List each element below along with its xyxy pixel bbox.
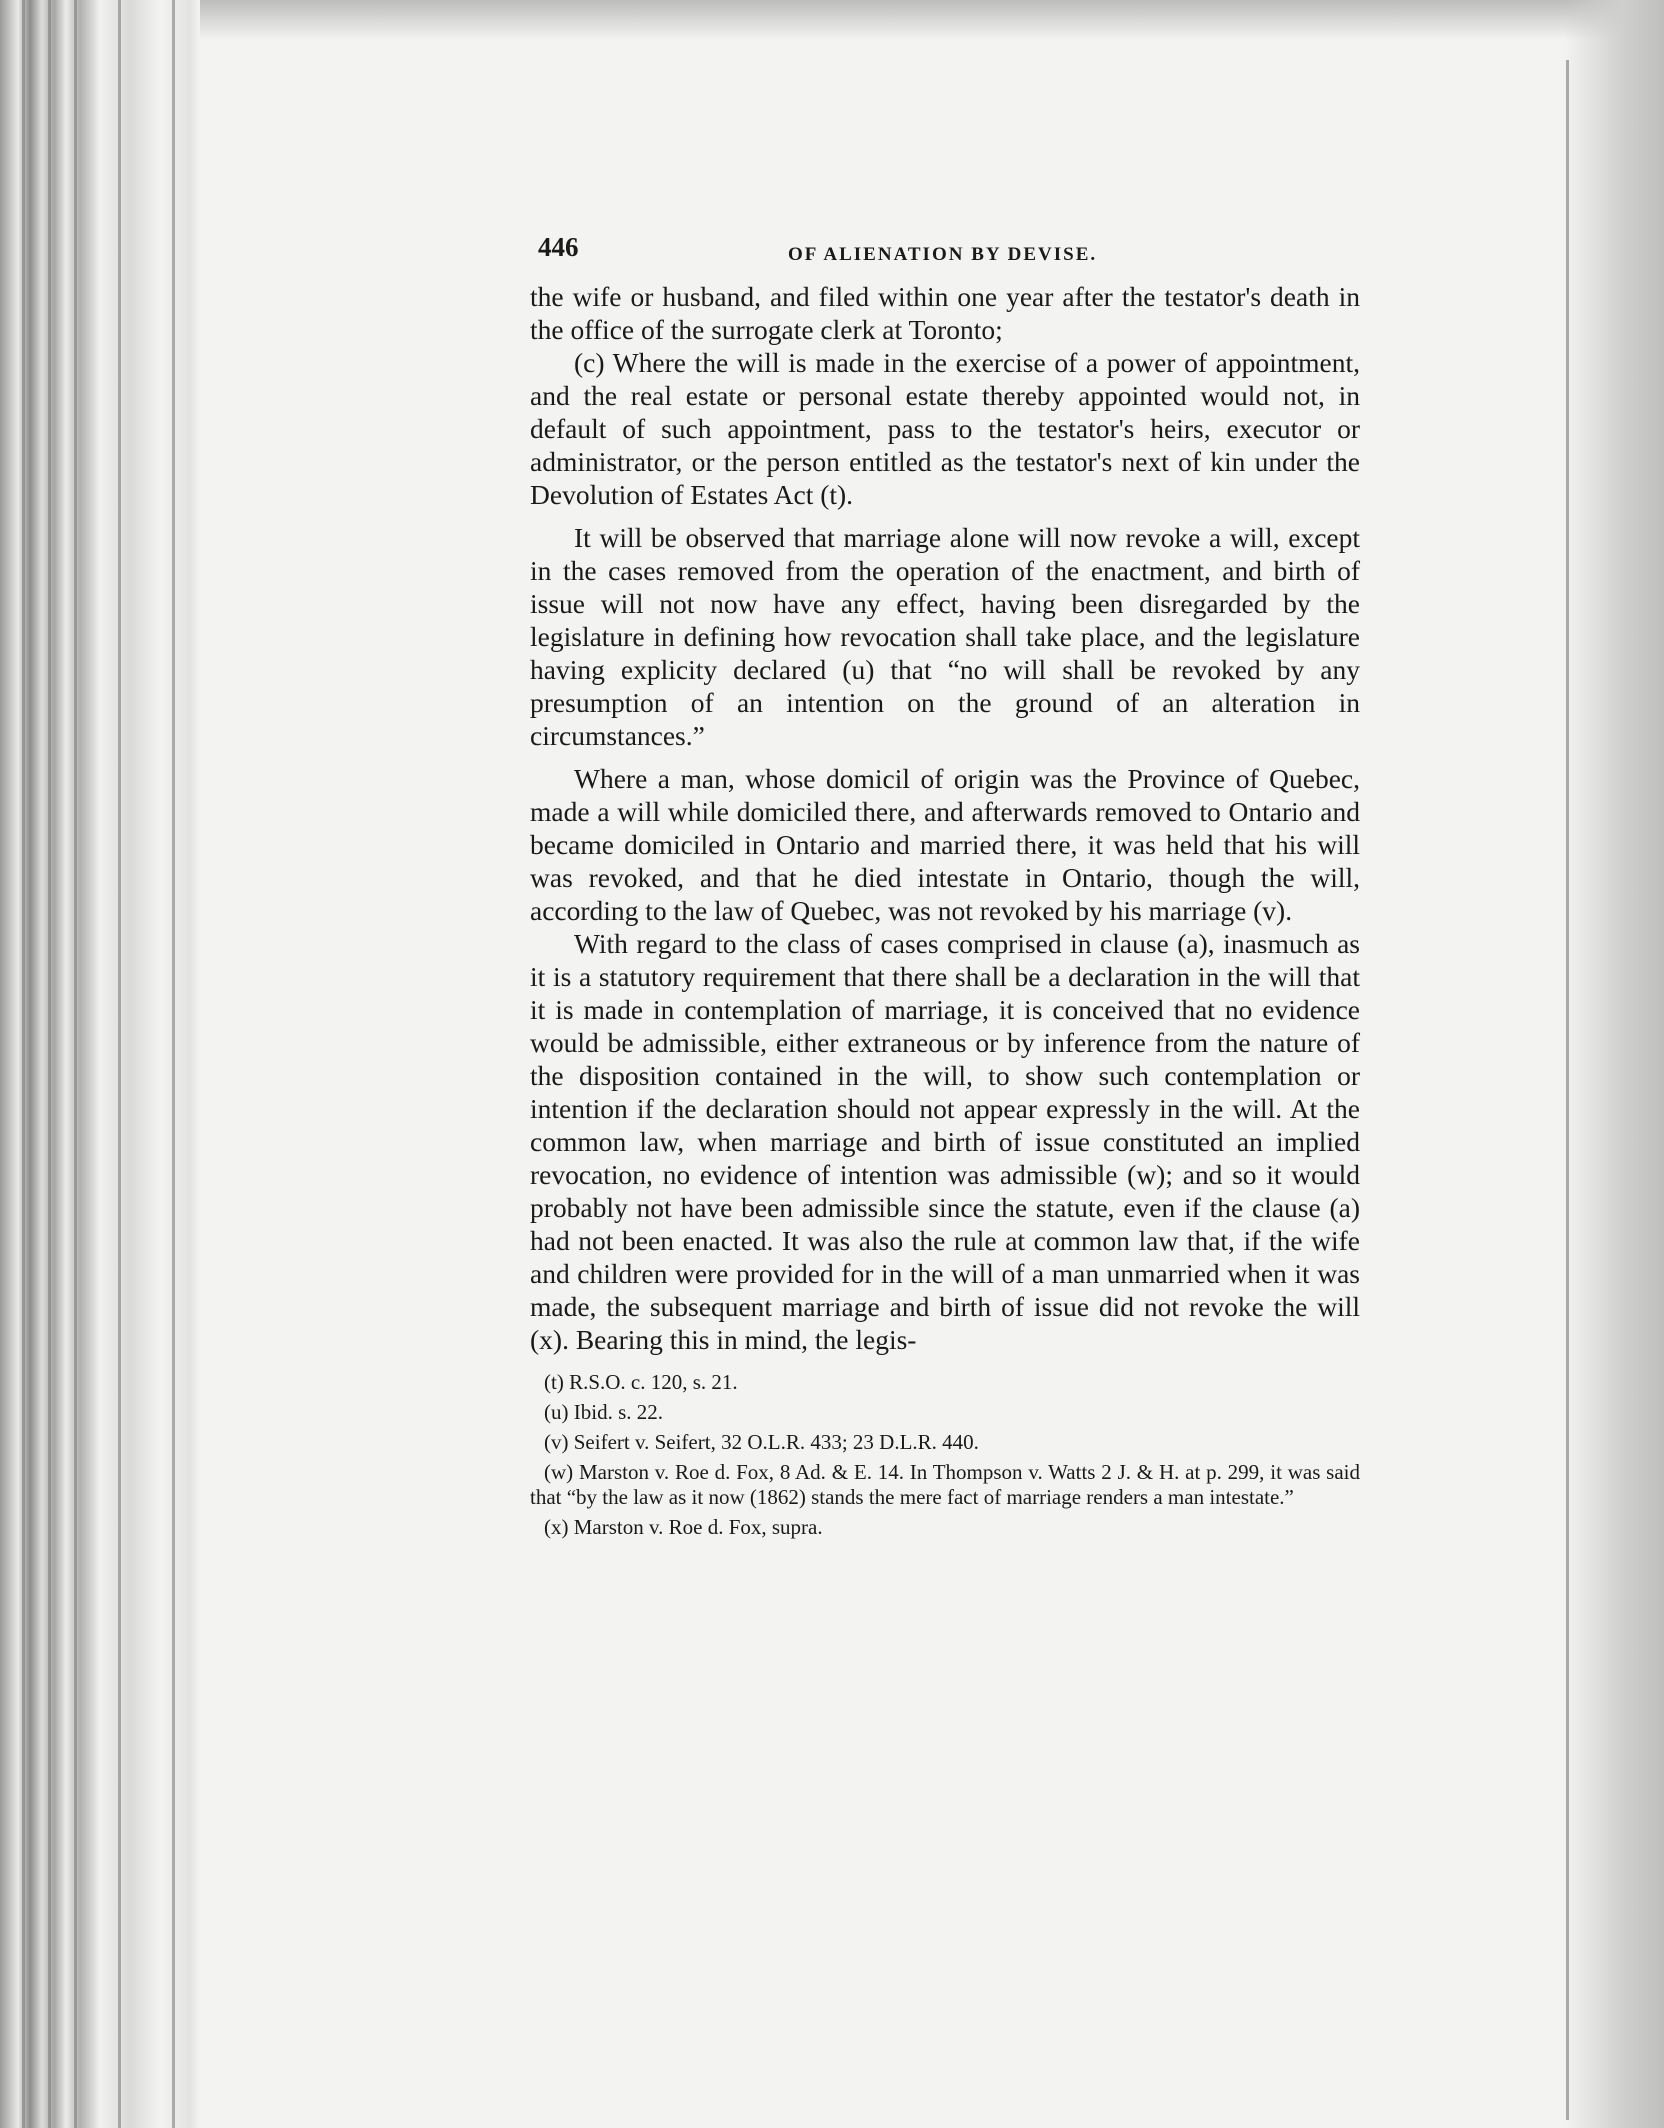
- footnote: (w) Marston v. Roe d. Fox, 8 Ad. & E. 14. In Thompson v. Watts 2 J. & H. at p. 299, it was said that “by the law as it now (1862) stands the mere fact of marriage renders a man intestate.”: [530, 1460, 1360, 1509]
- paragraph: Where a man, whose domicil of origin was the Province of Quebec, made a will while domiciled there, and afterwards removed to Ontario and became domiciled in Ontario and married there, it was held that his will was revoked, and that he died intestate in Ontario, though the will, according to the law of Quebec, was not revoked by his marriage (v).: [530, 763, 1360, 926]
- page-number: 446: [538, 232, 579, 262]
- footnotes: [530, 1370, 1360, 1540]
- paragraph: (c) Where the will is made in the exercise of a power of appointment, and the real estate or personal estate thereby appointed would not, in default of such appointment, pass to the testator's heirs, executor or administrator, or the person entitled as the testator's next of kin under the Devolution of Estates Act (t).: [530, 347, 1360, 510]
- book-page: [530, 232, 1360, 1540]
- running-head: [530, 232, 1360, 272]
- page-edge-line: [172, 0, 175, 2128]
- body-text: [530, 280, 1360, 1356]
- running-head-title: OF ALIENATION BY DEVISE.: [788, 244, 1098, 265]
- page-edge-line: [22, 0, 25, 2128]
- paragraph: It will be observed that marriage alone will now revoke a will, except in the cases removed from the operation of the enactment, and birth of issue will not now have any effect, having been disregarded by the legislature in defining how revocation shall take place, and the legislature having explicity declared (u) that “no will shall be revoked by any presumption of an intention on the ground of an alteration in circumstances.”: [530, 522, 1360, 751]
- page-edge-line: [118, 0, 121, 2128]
- book-page-edges: [0, 0, 200, 2128]
- footnote: (u) Ibid. s. 22.: [544, 1400, 663, 1424]
- page-edge-line: [74, 0, 77, 2128]
- paragraph: the wife or husband, and filed within one year after the testator's death in the office of the surrogate clerk at Toronto;: [530, 281, 1360, 345]
- footnote: (t) R.S.O. c. 120, s. 21.: [544, 1370, 738, 1394]
- footnote: (x) Marston v. Roe d. Fox, supra.: [544, 1515, 823, 1539]
- page-edge-line: [48, 0, 51, 2128]
- right-shadow: [1564, 0, 1664, 2128]
- top-shadow: [200, 0, 1664, 40]
- next-page-edge: [1566, 60, 1569, 2120]
- footnote: (v) Seifert v. Seifert, 32 O.L.R. 433; 23 D.L.R. 440.: [544, 1430, 979, 1454]
- paragraph: With regard to the class of cases comprised in clause (a), inasmuch as it is a statutory requirement that there shall be a declaration in the will that it is made in contemplation of marriage, it is conceived that no evidence would be admissible, either extraneous or by inference from the nature of the disposition contained in the will, to show such contemplation or intention if the declaration should not appear expressly in the will. At the common law, when marriage and birth of issue constituted an implied revocation, no evidence of intention was admissible (w); and so it would probably not have been admissible since the statute, even if the clause (a) had not been enacted. It was also the rule at common law that, if the wife and children were provided for in the will of a man unmarried when it was made, the subsequent marriage and birth of issue did not revoke the will (x). Bearing this in mind, the legis-: [530, 928, 1360, 1355]
